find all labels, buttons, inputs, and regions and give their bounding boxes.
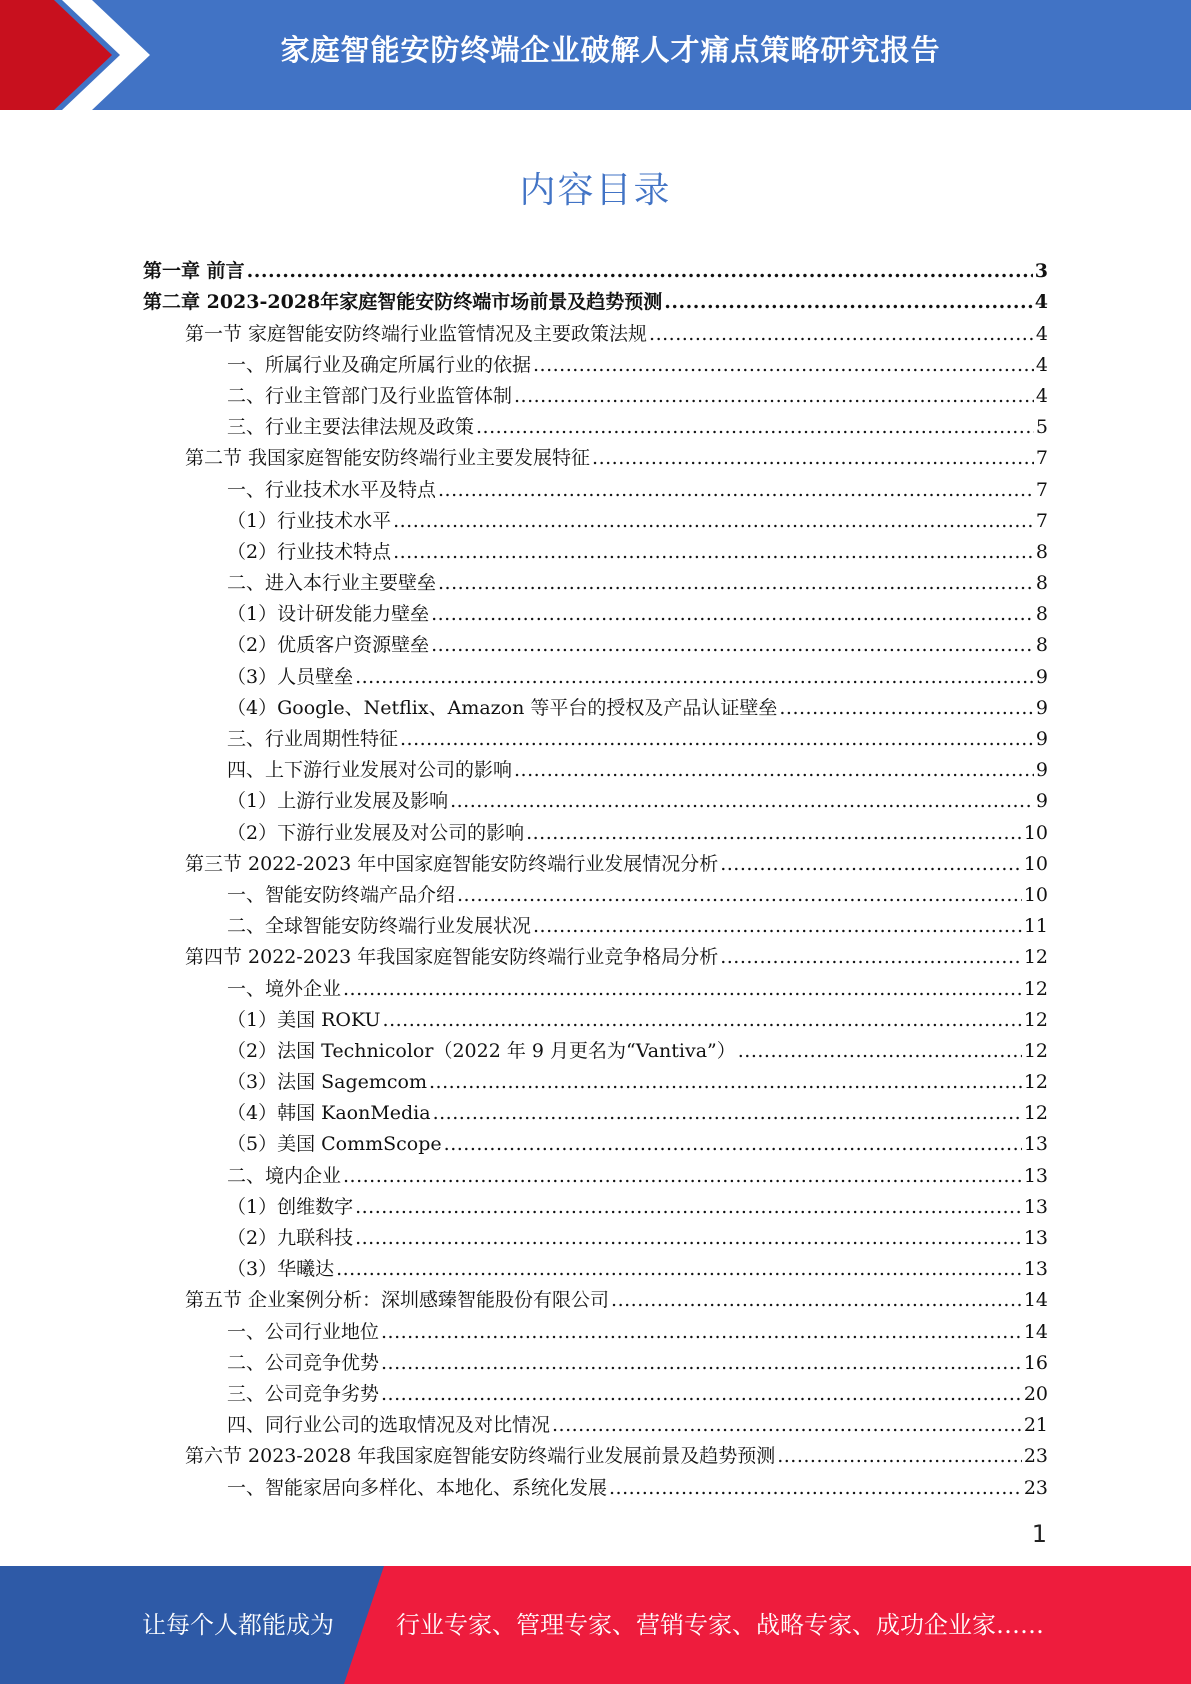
toc-entry-page: 10 bbox=[1023, 852, 1048, 875]
toc-dot-leader bbox=[431, 633, 1034, 658]
toc-entry[interactable] bbox=[143, 347, 1048, 378]
toc-dot-leader bbox=[720, 945, 1022, 970]
toc-entry-page: 9 bbox=[1035, 665, 1048, 688]
toc-entry-page: 20 bbox=[1023, 1382, 1048, 1405]
toc-entry-title: 第五节 企业案例分析：深圳感臻智能股份有限公司 bbox=[185, 1289, 610, 1312]
toc-entry-page: 11 bbox=[1023, 915, 1048, 938]
toc-dot-leader bbox=[381, 1320, 1022, 1345]
toc-dot-leader bbox=[476, 415, 1034, 440]
toc-entry-page: 12 bbox=[1023, 977, 1048, 1000]
toc-entry-title: 第一节 家庭智能安防终端行业监管情况及主要政策法规 bbox=[185, 322, 648, 345]
toc-entry[interactable] bbox=[143, 1157, 1048, 1188]
toc-dot-leader bbox=[592, 446, 1034, 471]
footer-slogan-right: 行业专家、管理专家、营销专家、战略专家、成功企业家…… bbox=[396, 1611, 1044, 1639]
toc-entry-page: 3 bbox=[1034, 260, 1048, 283]
toc-entry-title: 四、上下游行业发展对公司的影响 bbox=[227, 759, 513, 782]
toc-entry[interactable] bbox=[143, 409, 1048, 440]
toc-dot-leader bbox=[355, 665, 1034, 690]
toc-dot-leader bbox=[247, 259, 1033, 284]
toc-entry[interactable] bbox=[143, 471, 1048, 502]
toc-entry-page: 4 bbox=[1034, 291, 1048, 314]
toc-entry[interactable] bbox=[143, 440, 1048, 471]
toc-entry-title: 二、进入本行业主要壁垒 bbox=[227, 572, 437, 595]
toc-entry[interactable] bbox=[143, 1033, 1048, 1064]
toc-dot-leader bbox=[514, 384, 1034, 409]
toc-entry-title: （2）下游行业发展及对公司的影响 bbox=[227, 821, 525, 844]
toc-dot-leader bbox=[393, 509, 1034, 534]
toc-entry-title: （3）法国 Sagemcom bbox=[227, 1071, 427, 1094]
toc-entry[interactable] bbox=[143, 596, 1048, 627]
toc-entry[interactable] bbox=[143, 1282, 1048, 1313]
toc-entry-page: 8 bbox=[1035, 603, 1048, 626]
toc-entry-title: （5）美国 CommScope bbox=[227, 1133, 442, 1156]
toc-entry-title: （2）优质客户资源壁垒 bbox=[227, 634, 430, 657]
toc-entry-title: （3）华曦达 bbox=[227, 1258, 335, 1281]
toc-entry[interactable] bbox=[143, 877, 1048, 908]
toc-entry[interactable] bbox=[143, 284, 1048, 315]
toc-entry-page: 10 bbox=[1023, 821, 1048, 844]
toc-entry[interactable] bbox=[143, 1220, 1048, 1251]
toc-entry-title: （1）创维数字 bbox=[227, 1195, 354, 1218]
toc-entry-page: 9 bbox=[1035, 728, 1048, 750]
toc-entry-page: 4 bbox=[1035, 322, 1048, 345]
toc-dot-leader bbox=[438, 571, 1034, 596]
toc-dot-leader bbox=[533, 353, 1034, 378]
toc-entry[interactable] bbox=[143, 253, 1048, 284]
toc-entry[interactable] bbox=[143, 315, 1048, 346]
toc-dot-leader bbox=[400, 727, 1034, 752]
toc-dot-leader bbox=[450, 789, 1034, 814]
toc-entry-page: 7 bbox=[1035, 478, 1048, 501]
toc-entry[interactable] bbox=[143, 1095, 1048, 1126]
toc-entry-title: 三、行业主要法律法规及政策 bbox=[227, 416, 475, 439]
footer-slogan-left: 让每个人都能成为 bbox=[142, 1611, 334, 1639]
toc-entry[interactable] bbox=[143, 1407, 1048, 1438]
toc-entry-page: 5 bbox=[1035, 416, 1048, 439]
toc-entry-page: 14 bbox=[1023, 1320, 1048, 1343]
toc-entry-page: 13 bbox=[1023, 1195, 1048, 1218]
toc-entry-title: 第二节 我国家庭智能安防终端行业主要发展特征 bbox=[185, 447, 591, 470]
toc-entry[interactable] bbox=[143, 690, 1048, 721]
toc-entry-page: 12 bbox=[1023, 1071, 1048, 1094]
toc-dot-leader bbox=[649, 322, 1034, 347]
toc-entry-page: 14 bbox=[1023, 1289, 1048, 1312]
report-title: 家庭智能安防终端企业破解人才痛点策略研究报告 bbox=[280, 33, 941, 67]
toc-entry-title: 四、同行业公司的选取情况及对比情况 bbox=[227, 1414, 551, 1437]
toc-dot-leader bbox=[438, 478, 1034, 503]
toc-dot-leader bbox=[777, 1444, 1022, 1469]
toc-dot-leader bbox=[433, 1101, 1022, 1126]
toc-entry[interactable] bbox=[143, 534, 1048, 565]
toc-dot-leader bbox=[393, 540, 1034, 565]
toc-entry[interactable] bbox=[143, 1189, 1048, 1220]
toc-entry-title: （2）法国 Technicolor（2022 年 9 月更名为“Vantiva”） bbox=[227, 1039, 736, 1062]
toc-entry[interactable] bbox=[143, 1376, 1048, 1407]
toc-entry-page: 23 bbox=[1023, 1445, 1048, 1468]
toc-entry[interactable] bbox=[143, 1251, 1048, 1282]
toc-entry-title: （1）美国 ROKU bbox=[227, 1008, 381, 1031]
header-banner bbox=[0, 0, 1191, 110]
toc-entry-title: （4）韩国 KaonMedia bbox=[227, 1102, 431, 1125]
toc-entry-title: 二、公司竞争优势 bbox=[227, 1351, 380, 1374]
toc-entry-title: （2）行业技术特点 bbox=[227, 540, 392, 563]
toc-entry-title: 第六节 2023-2028 年我国家庭智能安防终端行业发展前景及趋势预测 bbox=[185, 1445, 776, 1468]
toc-entry[interactable] bbox=[143, 1002, 1048, 1033]
toc-entry[interactable] bbox=[143, 503, 1048, 534]
toc-entry-title: （4）Google、Netflix、Amazon 等平台的授权及产品认证壁垒 bbox=[227, 696, 778, 719]
toc-entry[interactable] bbox=[143, 814, 1048, 845]
toc-entry[interactable] bbox=[143, 1345, 1048, 1376]
toc-entry-title: （1）上游行业发展及影响 bbox=[227, 790, 449, 813]
toc-entry[interactable] bbox=[143, 721, 1048, 752]
toc-entry-page: 12 bbox=[1023, 1008, 1048, 1031]
toc-entry[interactable] bbox=[143, 752, 1048, 783]
toc-entry-page: 13 bbox=[1023, 1258, 1048, 1281]
table-of-contents bbox=[143, 253, 1048, 1501]
toc-dot-leader bbox=[383, 1008, 1022, 1033]
toc-entry-page: 16 bbox=[1023, 1351, 1048, 1374]
toc-dot-leader bbox=[514, 758, 1034, 783]
toc-entry-title: 一、公司行业地位 bbox=[227, 1320, 380, 1343]
toc-entry-page: 9 bbox=[1035, 759, 1048, 782]
toc-dot-leader bbox=[381, 1351, 1022, 1376]
toc-entry-title: 三、行业周期性特征 bbox=[227, 728, 399, 750]
toc-entry-title: 二、行业主管部门及行业监管体制 bbox=[227, 384, 513, 407]
toc-dot-leader bbox=[444, 1132, 1022, 1157]
toc-dot-leader bbox=[720, 852, 1022, 877]
toc-heading: 内容目录 bbox=[519, 170, 672, 211]
toc-entry-title: 一、境外企业 bbox=[227, 977, 342, 1000]
toc-entry-title: 二、全球智能安防终端行业发展状况 bbox=[227, 915, 532, 938]
toc-entry[interactable] bbox=[143, 1438, 1048, 1469]
toc-entry-title: （1）设计研发能力壁垒 bbox=[227, 603, 430, 626]
footer-banner bbox=[0, 1566, 1191, 1684]
toc-dot-leader bbox=[343, 977, 1022, 1002]
toc-entry-title: 一、行业技术水平及特点 bbox=[227, 478, 437, 501]
toc-entry-page: 12 bbox=[1023, 946, 1048, 969]
toc-dot-leader bbox=[431, 602, 1034, 627]
toc-entry[interactable] bbox=[143, 378, 1048, 409]
toc-dot-leader bbox=[552, 1413, 1022, 1438]
toc-entry-title: 第三节 2022-2023 年中国家庭智能安防终端行业发展情况分析 bbox=[185, 852, 719, 875]
toc-entry[interactable] bbox=[143, 908, 1048, 939]
toc-dot-leader bbox=[664, 290, 1033, 315]
page-number: 1 bbox=[1031, 1520, 1047, 1548]
toc-entry-title: 三、公司竞争劣势 bbox=[227, 1382, 380, 1405]
toc-entry-title: 二、境内企业 bbox=[227, 1164, 342, 1187]
toc-entry-title: 第二章 2023-2028年家庭智能安防终端市场前景及趋势预测 bbox=[143, 291, 663, 314]
toc-entry-page: 4 bbox=[1035, 353, 1048, 376]
toc-entry[interactable] bbox=[143, 846, 1048, 877]
toc-entry-title: （2）九联科技 bbox=[227, 1227, 354, 1249]
toc-entry[interactable] bbox=[143, 1313, 1048, 1344]
toc-dot-leader bbox=[429, 1070, 1022, 1095]
toc-dot-leader bbox=[355, 1195, 1022, 1220]
toc-dot-leader bbox=[738, 1039, 1022, 1064]
toc-entry[interactable] bbox=[143, 658, 1048, 689]
toc-entry-page: 8 bbox=[1035, 634, 1048, 657]
toc-entry-page: 21 bbox=[1023, 1414, 1048, 1437]
toc-entry[interactable] bbox=[143, 1126, 1048, 1157]
toc-entry[interactable] bbox=[143, 1064, 1048, 1095]
toc-dot-leader bbox=[355, 1226, 1022, 1251]
toc-entry[interactable] bbox=[143, 565, 1048, 596]
toc-entry-page: 12 bbox=[1023, 1039, 1048, 1062]
toc-dot-leader bbox=[779, 696, 1034, 721]
toc-entry-page: 23 bbox=[1023, 1476, 1048, 1499]
toc-dot-leader bbox=[457, 883, 1022, 908]
toc-entry-title: 第四节 2022-2023 年我国家庭智能安防终端行业竞争格局分析 bbox=[185, 946, 719, 969]
toc-entry-page: 9 bbox=[1035, 696, 1048, 719]
toc-entry-title: （3）人员壁垒 bbox=[227, 665, 354, 688]
toc-dot-leader bbox=[526, 821, 1022, 846]
toc-dot-leader bbox=[343, 1164, 1022, 1189]
toc-entry-page: 8 bbox=[1035, 572, 1048, 595]
toc-entry-title: 第一章 前言 bbox=[143, 260, 245, 283]
toc-entry-title: （1）行业技术水平 bbox=[227, 509, 392, 532]
toc-entry[interactable] bbox=[143, 939, 1048, 970]
toc-entry-page: 13 bbox=[1023, 1227, 1048, 1249]
toc-entry[interactable] bbox=[143, 783, 1048, 814]
toc-entry-page: 10 bbox=[1023, 883, 1048, 906]
toc-entry-page: 12 bbox=[1023, 1102, 1048, 1125]
toc-entry-page: 4 bbox=[1035, 384, 1048, 407]
toc-entry-page: 7 bbox=[1035, 509, 1048, 532]
toc-entry-page: 9 bbox=[1035, 790, 1048, 813]
toc-dot-leader bbox=[336, 1257, 1022, 1282]
toc-entry-page: 8 bbox=[1035, 540, 1048, 563]
toc-entry[interactable] bbox=[143, 970, 1048, 1001]
toc-entry-title: 一、所属行业及确定所属行业的依据 bbox=[227, 353, 532, 376]
toc-entry-page: 7 bbox=[1035, 447, 1048, 470]
toc-dot-leader bbox=[533, 914, 1022, 939]
toc-entry-page: 13 bbox=[1023, 1133, 1048, 1156]
toc-dot-leader bbox=[609, 1476, 1022, 1501]
toc-dot-leader bbox=[611, 1288, 1022, 1313]
toc-dot-leader bbox=[381, 1382, 1022, 1407]
toc-entry[interactable] bbox=[143, 1469, 1048, 1500]
toc-entry-title: 一、智能安防终端产品介绍 bbox=[227, 883, 456, 906]
toc-entry[interactable] bbox=[143, 627, 1048, 658]
toc-entry-page: 13 bbox=[1023, 1164, 1048, 1187]
toc-entry-title: 一、智能家居向多样化、本地化、系统化发展 bbox=[227, 1476, 608, 1499]
